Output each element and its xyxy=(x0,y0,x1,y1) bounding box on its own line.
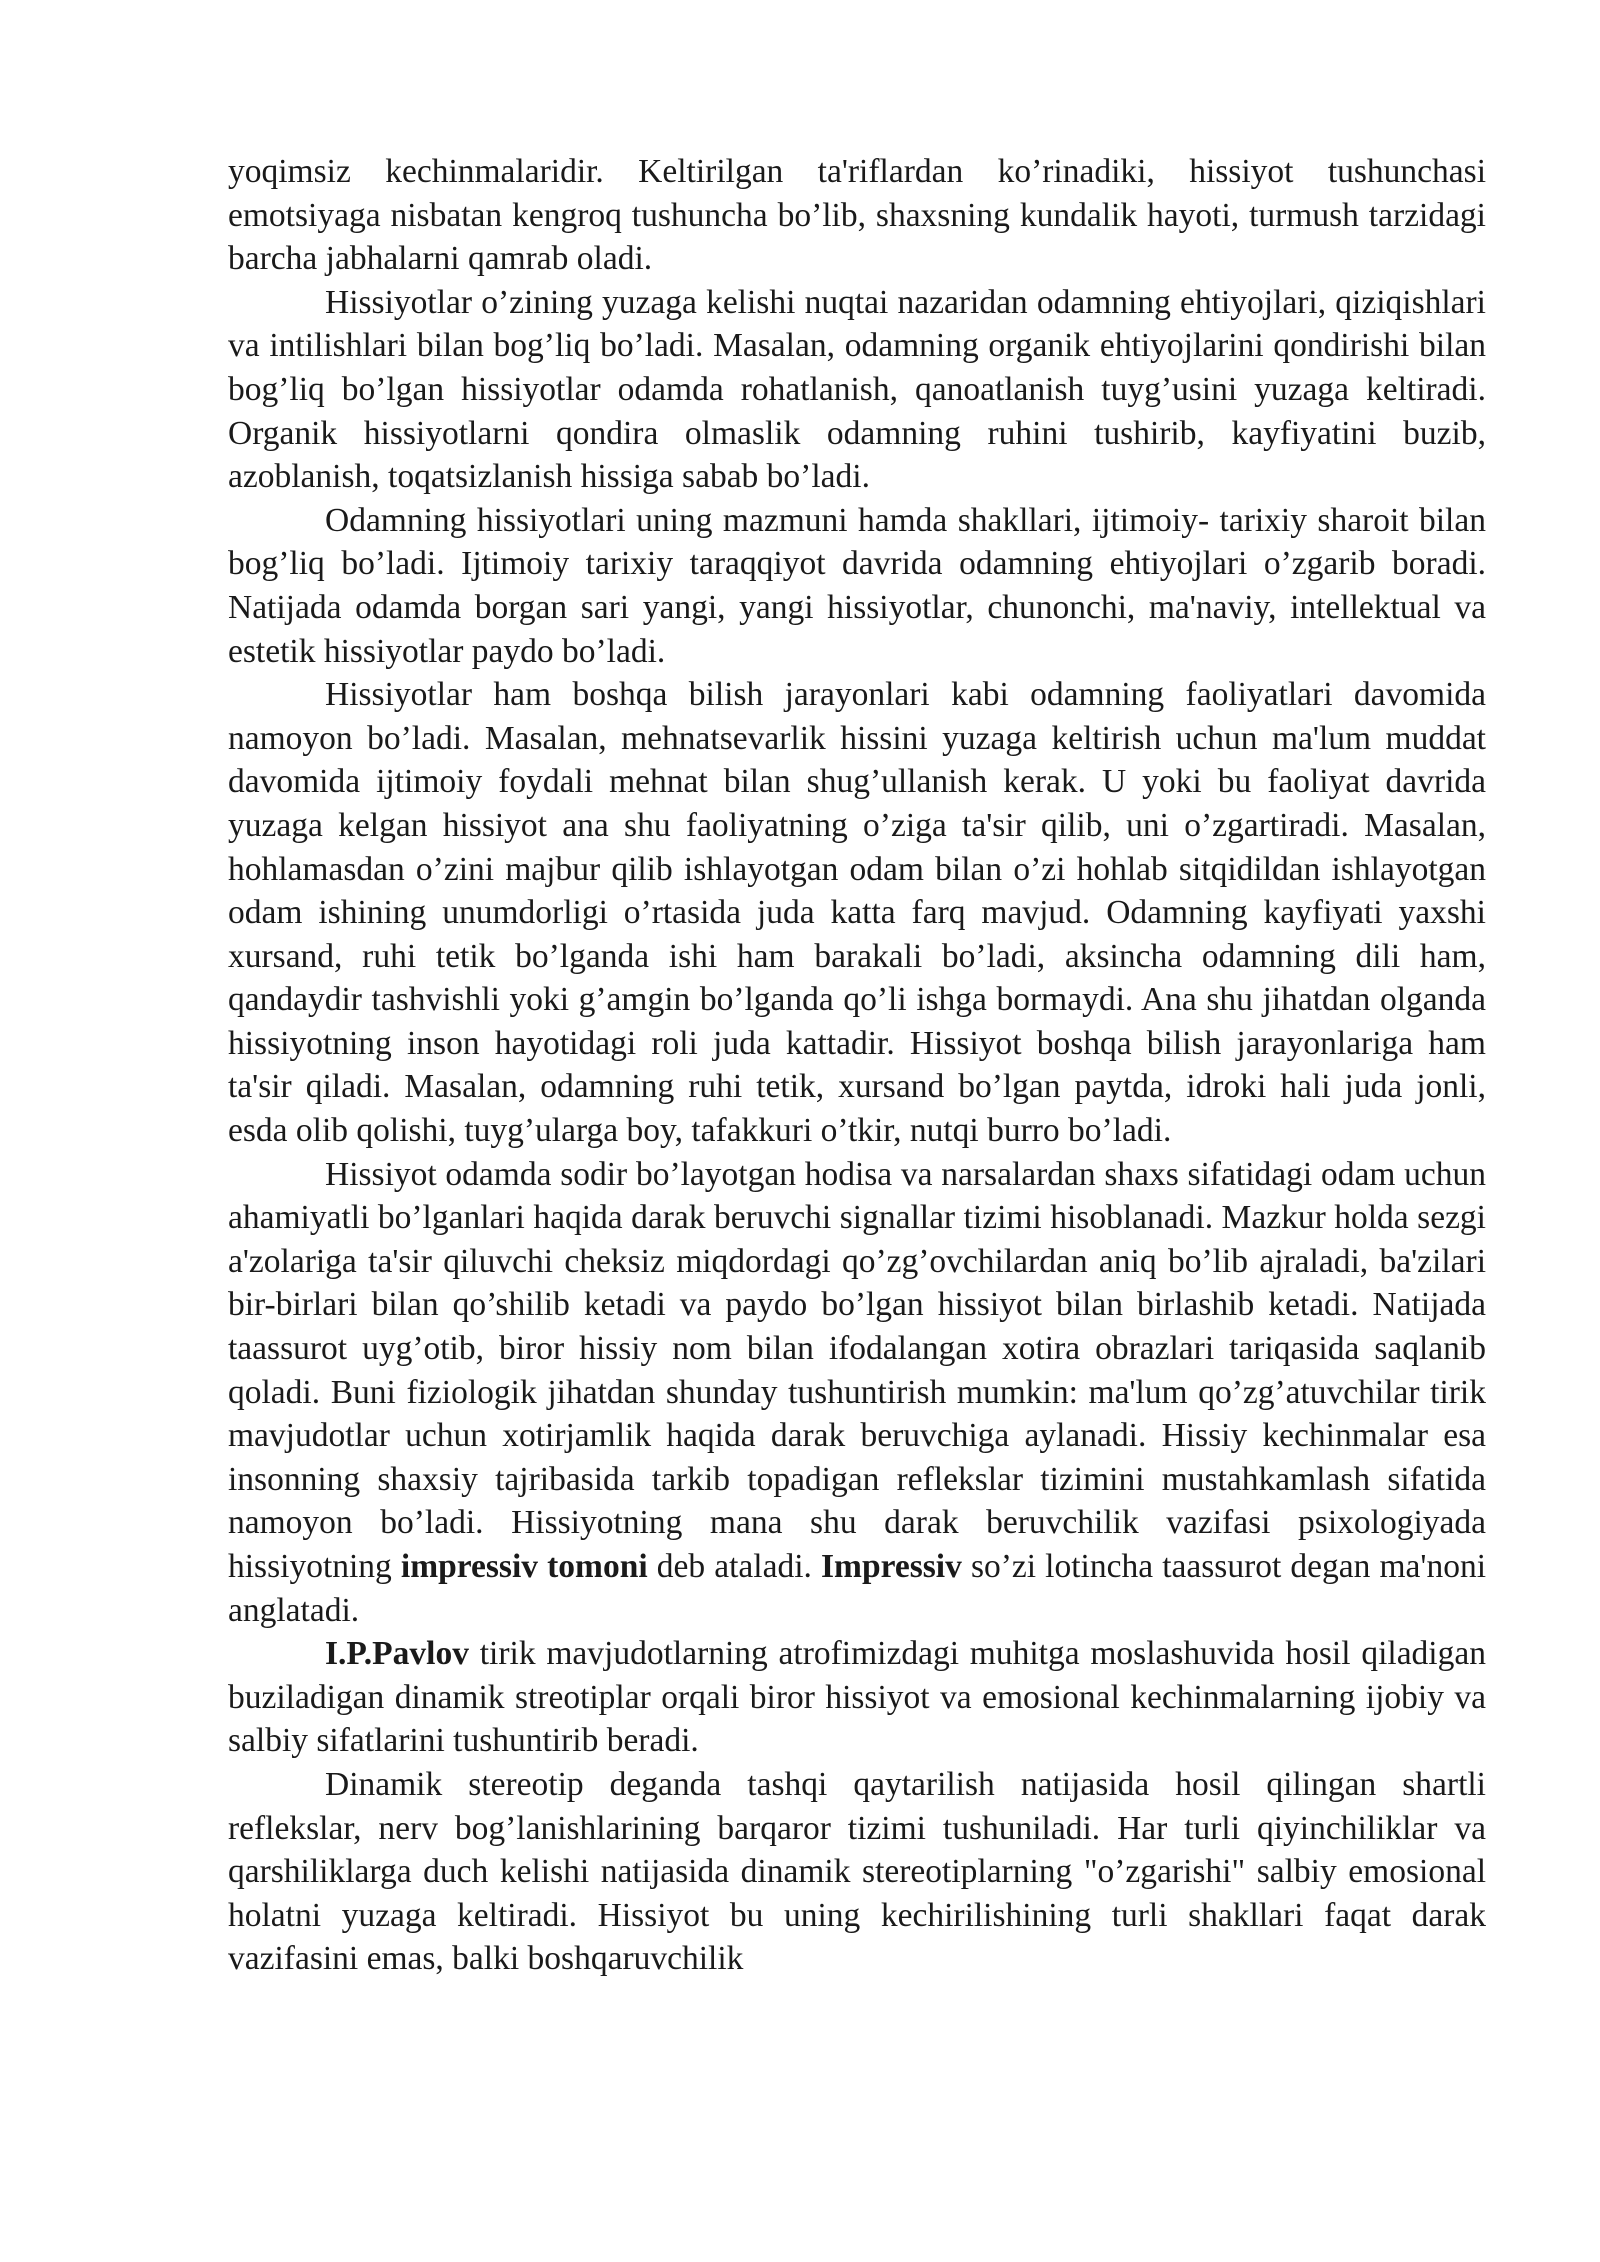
paragraph-2-text: Hissiyotlar o’zining yuzaga kelishi nuqtai nazaridan odamning ehtiyojlari, qiziqishlari va intilishlari bilan bog’liq bo’ladi. Masalan, odamning organik ehtiyojlarini qondirishi bilan bog’liq bo’lgan hissiyotlar odamda rohatlanish, qanoatlanish tuyg’usini yuzaga keltiradi. Organik hissiyotlarni qondira olmaslik odamning ruhini tushirib, kayfiyatini buzib, azoblanish, toqatsizlanish hissiga sabab bo’ladi. xyxy=(228,283,1486,496)
document-page xyxy=(228,150,1486,1981)
bold-name-pavlov: I.P.Pavlov xyxy=(325,1635,469,1673)
paragraph-1 xyxy=(228,150,1486,281)
paragraph-4-text: Hissiyotlar ham boshqa bilish jarayonlari kabi odamning faoliyatlari davomida namoyon bo’ladi. Masalan, mehnatsevarlik hissini yuzaga keltirish uchun ma'lum muddat davomida ijtimoiy foydali mehnat bilan shug’ullanish kerak. U yoki bu faoliyat davrida yuzaga kelgan hissiyot ana shu faoliyatning o’ziga ta'sir qilib, uni o’zgartiradi. Masalan, hohlamasdan o’zini majbur qilib ishlayotgan odam bilan o’zi hohlab sitqidildan ishlayotgan odam ishining unumdorligi o’rtasida juda katta farq mavjud. Odamning kayfiyati yaxshi xursand, ruhi tetik bo’lganda ishi ham barakali bo’ladi, aksincha odamning dili ham, qandaydir tashvishli yoki g’amgin bo’lganda qo’li ishga bormaydi. Ana shu jihatdan olganda hissiyotning inson hayotidagi roli juda kattadir. Hissiyot boshqa bilish jarayonlariga ham ta'sir qiladi. Masalan, odamning ruhi tetik, xursand bo’lgan paytda, idroki hali juda jonli, esda olib qolishi, tuyg’ularga boy, tafakkuri o’tkir, nutqi burro bo’ladi. xyxy=(228,676,1486,1150)
paragraph-6 xyxy=(228,1632,1486,1763)
paragraph-5-text-b: deb ataladi. xyxy=(647,1548,821,1585)
bold-term-impressiv: Impressiv xyxy=(821,1548,962,1585)
paragraph-2 xyxy=(228,281,1486,499)
paragraph-3 xyxy=(228,499,1486,673)
paragraph-4 xyxy=(228,673,1486,1153)
paragraph-7-text: Dinamik stereotip deganda tashqi qaytarilish natijasida hosil qilingan shartli reflekslar, nerv bog’lanishlarining barqaror tizimi tushuniladi. Har turli qiyinchiliklar va qarshiliklarga duch kelishi natijasida dinamik stereotiplarning "o’zgarishi" salbiy emosional holatni yuzaga keltiradi. Hissiyot bu uning kechirilishining turli shakllari faqat darak vazifasini emas, balki boshqaruvchilik xyxy=(228,1765,1486,1978)
paragraph-5-text-c: so’zi lotincha taassurot degan ma'noni anglatadi. xyxy=(228,1548,1487,1629)
paragraph-5-text-a: Hissiyot odamda sodir bo’layotgan hodisa va narsalardan shaxs sifatidagi odam uchun ahamiyatli bo’lganlari haqida darak beruvchi signallar tizimi hisoblanadi. Mazkur holda sezgi a'zolariga ta'sir qiluvchi cheksiz miqdordagi qo’zg’ovchilardan aniq bo’lib ajraladi, ba'zilari bir-birlari bilan qo’shilib ketadi va paydo bo’lgan hissiyot bilan birlashib ketadi. Natijada taassurot uyg’otib, biror hissiy nom bilan ifodalangan xotira obrazlari tariqasida saqlanib qoladi. Buni fiziologik jihatdan shunday tushuntirish mumkin: ma'lum qo’zg’atuvchilar tirik mavjudotlar uchun xotirjamlik haqida darak beruvchiga aylanadi. Hissiy kechinmalar esa insonning shaxsiy tajribasida tarkib topadigan reflekslar tizimini mustahkamlash sifatida namoyon bo’ladi. Hissiyotning mana shu darak beruvchilik vazifasi psixologiyada hissiyotning xyxy=(228,1155,1486,1585)
paragraph-3-text: Odamning hissiyotlari uning mazmuni hamda shakllari, ijtimoiy- tarixiy sharoit bilan bog’liq bo’ladi. Ijtimoiy tarixiy taraqqiyot davrida odamning ehtiyojlari o’zgarib boradi. Natijada odamda borgan sari yangi, yangi hissiyotlar, chunonchi, ma'naviy, intellektual va estetik hissiyotlar paydo bo’ladi. xyxy=(228,501,1486,670)
paragraph-6-text: tirik mavjudotlarning atrofimizdagi muhitga moslashuvida hosil qiladigan buziladigan dinamik streotiplar orqali biror hissiyot va emosional kechinmalarning ijobiy va salbiy sifatlarini tushuntirib beradi. xyxy=(228,1635,1486,1760)
paragraph-5 xyxy=(228,1153,1486,1633)
paragraph-7 xyxy=(228,1763,1486,1981)
paragraph-1-text: yoqimsiz kechinmalaridir. Keltirilgan ta'riflardan ko’rinadiki, hissiyot tushunchasi emotsiyaga nisbatan kengroq tushuncha bo’lib, shaxsning kundalik hayoti, turmush tarzidagi barcha jabhalarni qamrab oladi. xyxy=(228,153,1486,278)
bold-term-impressiv-tomoni: impressiv tomoni xyxy=(400,1548,648,1585)
